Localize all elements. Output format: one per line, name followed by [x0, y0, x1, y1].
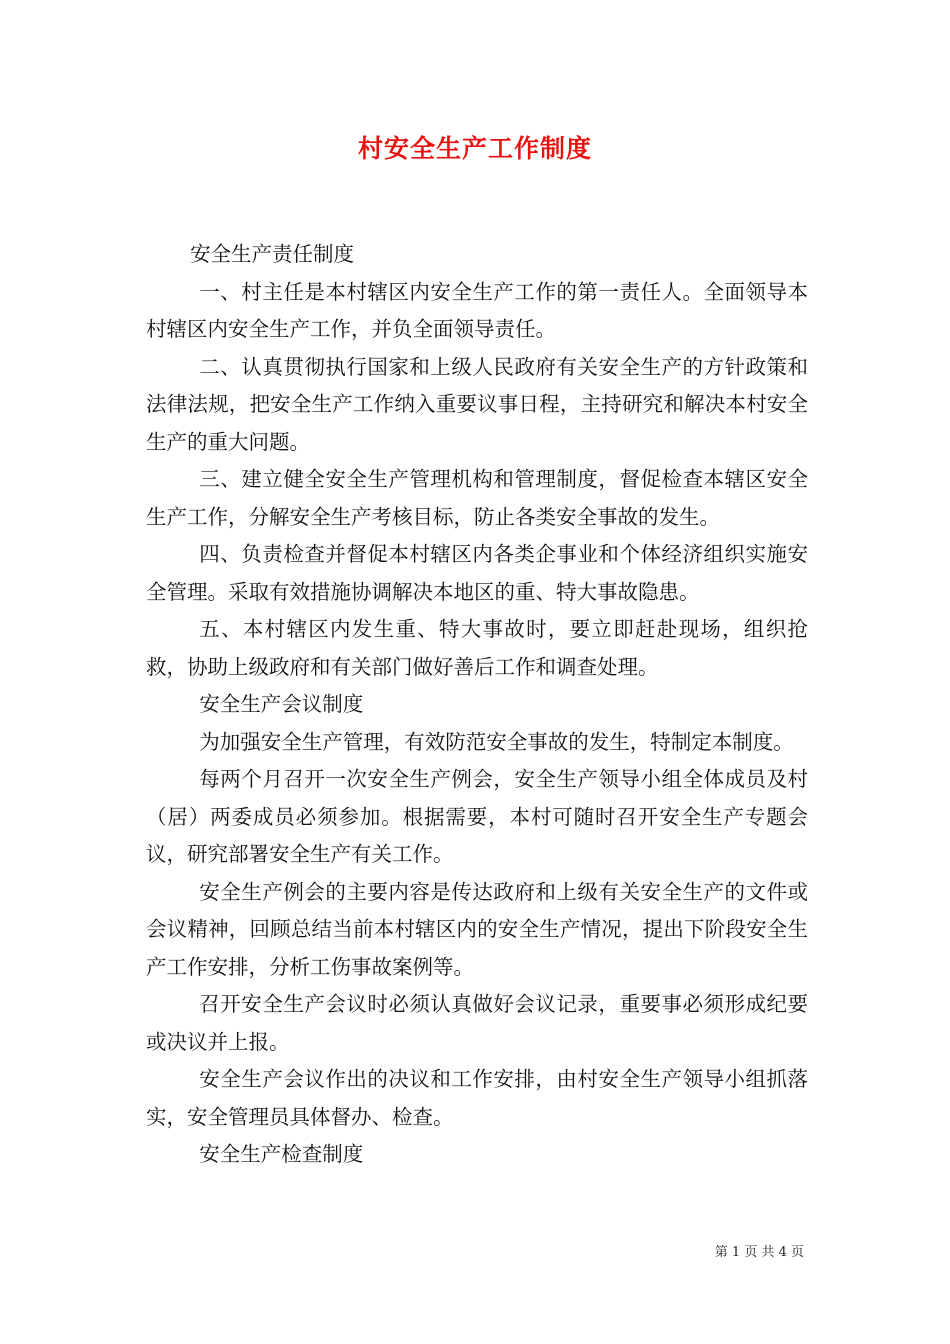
document-title: 村安全生产工作制度 [357, 134, 592, 163]
paragraph: 为加强安全生产管理，有效防范安全事故的发生，特制定本制度。 [199, 729, 794, 754]
paragraph: 四、负责检查并督促本村辖区内各类企事业和个体经济组织实施安全管理。采取有效措施协调解决本地区的重、特大事故隐患。 [146, 542, 808, 604]
paragraph: 每两个月召开一次安全生产例会，安全生产领导小组全体成员及村（居）两委成员必须参加。根据需要，本村可随时召开安全生产专题会议，研究部署安全生产有关工作。 [146, 767, 808, 866]
section-heading-inspection: 安全生产检查制度 [199, 1142, 364, 1166]
paragraph: 安全生产会议作出的决议和工作安排，由村安全生产领导小组抓落实，安全管理员具体督办、检查。 [146, 1067, 808, 1129]
paragraph: 五、本村辖区内发生重、特大事故时，要立即赶赴现场，组织抢救，协助上级政府和有关部门做好善后工作和调查处理。 [146, 617, 808, 679]
document-body [146, 236, 808, 1174]
page-number-footer: 第 1 页 共 4 页 [714, 1245, 804, 1260]
paragraph: 三、建立健全安全生产管理机构和管理制度，督促检查本辖区安全生产工作，分解安全生产考核目标，防止各类安全事故的发生。 [146, 467, 808, 529]
paragraph: 安全生产例会的主要内容是传达政府和上级有关安全生产的文件或会议精神，回顾总结当前本村辖区内的安全生产情况，提出下阶段安全生产工作安排，分析工伤事故案例等。 [146, 879, 808, 979]
paragraph: 一、村主任是本村辖区内安全生产工作的第一责任人。全面领导本村辖区内安全生产工作，并负全面领导责任。 [146, 279, 808, 341]
paragraph: 二、认真贯彻执行国家和上级人民政府有关安全生产的方针政策和法律法规，把安全生产工作纳入重要议事日程，主持研究和解决本村安全生产的重大问题。 [146, 354, 808, 454]
section-heading-meeting: 安全生产会议制度 [199, 692, 364, 716]
section-heading-responsibility: 安全生产责任制度 [190, 242, 355, 266]
paragraph: 召开安全生产会议时必须认真做好会议记录，重要事必须形成纪要或决议并上报。 [146, 992, 808, 1054]
